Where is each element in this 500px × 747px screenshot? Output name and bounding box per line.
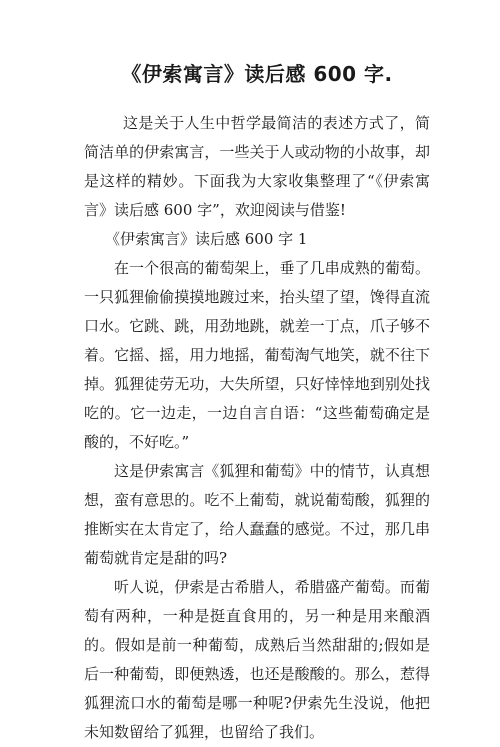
intro-paragraph: 这是关于人生中哲学最简洁的表述方式了，简简洁单的伊索寓言，一些关于人或动物的小故事，却是这样的精妙。下面我为大家收集整理了“《伊索寓言》读后感 600 字”，欢迎阅读与借鉴! xyxy=(84,114,430,219)
body-paragraph-3: 听人说，伊索是古希腊人，希腊盛产葡萄。而葡萄有两种，一种是挺直食用的，另一种是用来酿酒的。假如是前一种葡萄，成熟后当然甜甜的;假如是后一种葡萄，即便熟透，也还是酸酸的。那么，惹得狐狸流口水的葡萄是哪一种呢?伊索先生没说，他把未知数留给了狐狸，也留给了我们。 xyxy=(84,578,430,741)
section-heading: 《伊索寓言》读后感 600 字 1 xyxy=(105,230,308,248)
body-paragraph-2: 这是伊索寓言《狐狸和葡萄》中的情节，认真想想，蛮有意思的。吃不上葡萄，就说葡萄酸，狐狸的推断实在太肯定了，给人蠢蠢的感觉。不过，那几串葡萄就肯定是甜的吗? xyxy=(84,462,430,567)
document-title: 《伊索寓言》读后感 600 字. xyxy=(121,62,393,86)
body-paragraph-1: 在一个很高的葡萄架上，垂了几串成熟的葡萄。一只狐狸偷偷摸摸地踱过来，抬头望了望，馋得直流口水。它跳、跳，用劲地跳，就差一丁点，爪子够不着。它摇、摇，用力地摇，葡萄淘气地笑，就不往下掉。狐狸徒劳无功，大失所望，只好悻悻地到别处找吃的。它一边走，一边自言自语：“这些葡萄确定是酸的，不好吃。” xyxy=(84,259,430,451)
